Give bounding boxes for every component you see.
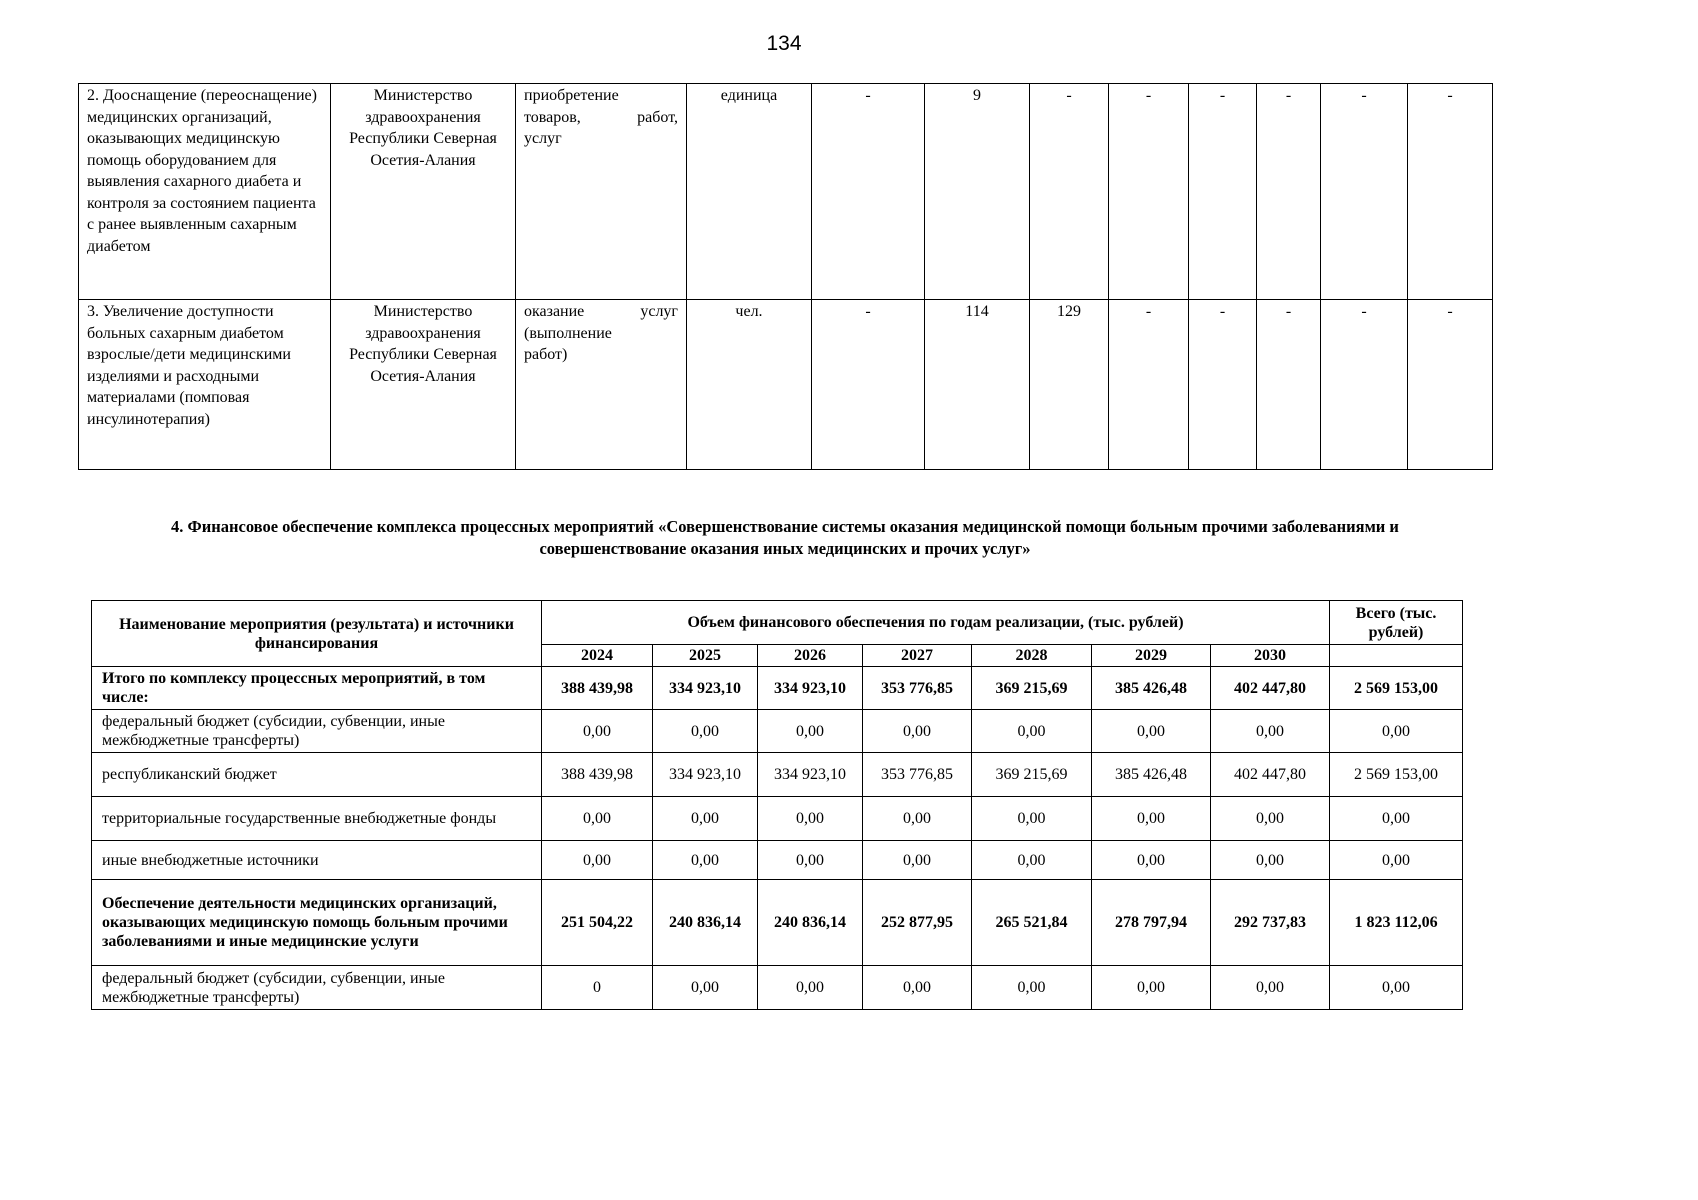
table-row	[92, 880, 1463, 966]
year-value-cell: 0,00	[1211, 841, 1330, 880]
year-value-cell: 402 447,80	[1211, 667, 1330, 710]
year-header: 2026	[758, 645, 863, 667]
table-row	[79, 300, 1493, 470]
result-type-line: работ)	[524, 346, 568, 363]
year-value-cell: 334 923,10	[653, 667, 758, 710]
results-table-body	[79, 84, 1493, 470]
year-value-cell: 369 215,69	[972, 667, 1092, 710]
year-value-cell: 0,00	[653, 966, 758, 1010]
header-volume-column: Объем финансового обеспечения по годам реализации, (тыс. рублей)	[542, 601, 1330, 645]
year-value-cell: 0,00	[758, 797, 863, 841]
year-value-cell: 369 215,69	[972, 753, 1092, 797]
year-value-cell: 0,00	[1092, 797, 1211, 841]
year-value-cell: 353 776,85	[863, 753, 972, 797]
year-value-cell: 0,00	[972, 710, 1092, 753]
year-value-cell: 0,00	[653, 841, 758, 880]
page-number: 134	[766, 32, 802, 55]
funding-source-name: республиканский бюджет	[92, 753, 542, 797]
year-value-cell: 0,00	[542, 797, 653, 841]
total-value-cell: 0,00	[1330, 710, 1463, 753]
section-title: 4. Финансовое обеспечение комплекса процессных мероприятий «Совершенствование системы оказания медицинской помощи больным прочими заболеваниями и совершенствование оказания иных медицинских и прочих услуг»	[171, 517, 1399, 558]
table-row	[92, 841, 1463, 880]
year-value-cell: 388 439,98	[542, 753, 653, 797]
year-value-cell: 0,00	[863, 966, 972, 1010]
activity-name-cell: 3. Увеличение доступности больных сахарным диабетом взрослые/дети медицинскими изделиями и расходными материалами (помповая инсулинотерапия)	[79, 300, 331, 470]
activity-name-cell: 2. Дооснащение (переоснащение) медицинских организаций, оказывающих медицинскую помощь оборудованием для выявления сахарного диабета и контроля за состоянием пациента с ранее выявленным сахарным диабетом	[79, 84, 331, 300]
value-cell: -	[1408, 84, 1493, 300]
year-value-cell: 265 521,84	[972, 880, 1092, 966]
unit-cell: единица	[687, 84, 812, 300]
value-cell: -	[1109, 84, 1189, 300]
total-value-cell: 2 569 153,00	[1330, 667, 1463, 710]
value-cell: -	[1189, 300, 1257, 470]
value-cell: -	[812, 300, 925, 470]
value-cell: 114	[925, 300, 1030, 470]
value-cell: 129	[1030, 300, 1109, 470]
year-value-cell: 0,00	[1211, 710, 1330, 753]
total-value-cell: 0,00	[1330, 966, 1463, 1010]
total-value-cell: 2 569 153,00	[1330, 753, 1463, 797]
year-value-cell: 385 426,48	[1092, 753, 1211, 797]
year-value-cell: 334 923,10	[758, 667, 863, 710]
funding-source-name: Итого по комплексу процессных мероприятий, в том числе:	[92, 667, 542, 710]
table-row	[92, 966, 1463, 1010]
year-value-cell: 0	[542, 966, 653, 1010]
year-value-cell: 334 923,10	[758, 753, 863, 797]
year-value-cell: 0,00	[863, 841, 972, 880]
unit-cell: чел.	[687, 300, 812, 470]
year-value-cell: 385 426,48	[1092, 667, 1211, 710]
funding-source-name: Обеспечение деятельности медицинских организаций, оказывающих медицинскую помощь больным прочими заболеваниями и иные медицинские услуги	[92, 880, 542, 966]
table-row	[92, 667, 1463, 710]
result-type-line: товаров, работ,	[524, 108, 678, 126]
value-cell: -	[1189, 84, 1257, 300]
result-type-cell	[516, 300, 687, 470]
value-cell: -	[1257, 300, 1321, 470]
table-row	[92, 753, 1463, 797]
year-value-cell: 0,00	[653, 797, 758, 841]
result-type-line: оказание услуг	[524, 303, 678, 320]
year-value-cell: 0,00	[1211, 797, 1330, 841]
table-row	[92, 797, 1463, 841]
year-value-cell: 0,00	[542, 710, 653, 753]
financing-table	[91, 600, 1463, 1010]
year-value-cell: 388 439,98	[542, 667, 653, 710]
year-value-cell: 0,00	[972, 797, 1092, 841]
financing-table-body	[92, 667, 1463, 1010]
year-value-cell: 0,00	[653, 710, 758, 753]
year-value-cell: 0,00	[1092, 841, 1211, 880]
value-cell: -	[1109, 300, 1189, 470]
year-value-cell: 0,00	[1092, 710, 1211, 753]
table-row	[92, 710, 1463, 753]
year-value-cell: 0,00	[863, 710, 972, 753]
year-value-cell: 251 504,22	[542, 880, 653, 966]
funding-source-name: иные внебюджетные источники	[92, 841, 542, 880]
value-cell: 9	[925, 84, 1030, 300]
year-value-cell: 278 797,94	[1092, 880, 1211, 966]
year-header: 2028	[972, 645, 1092, 667]
year-value-cell: 0,00	[1092, 966, 1211, 1010]
year-value-cell: 240 836,14	[653, 880, 758, 966]
results-table	[78, 83, 1493, 470]
responsible-cell: Министерство здравоохранения Республики Северная Осетия-Алания	[331, 300, 516, 470]
year-value-cell: 402 447,80	[1211, 753, 1330, 797]
value-cell: -	[1030, 84, 1109, 300]
year-header-blank	[1330, 645, 1463, 667]
year-value-cell: 0,00	[758, 841, 863, 880]
year-value-cell: 240 836,14	[758, 880, 863, 966]
result-type-cell	[516, 84, 687, 300]
value-cell: -	[1257, 84, 1321, 300]
value-cell: -	[1408, 300, 1493, 470]
year-header: 2024	[542, 645, 653, 667]
year-value-cell: 0,00	[863, 797, 972, 841]
year-header: 2027	[863, 645, 972, 667]
year-value-cell: 292 737,83	[1211, 880, 1330, 966]
total-value-cell: 0,00	[1330, 797, 1463, 841]
year-header: 2025	[653, 645, 758, 667]
funding-source-name: федеральный бюджет (субсидии, субвенции, иные межбюджетные трансферты)	[92, 966, 542, 1010]
funding-source-name: федеральный бюджет (субсидии, субвенции, иные межбюджетные трансферты)	[92, 710, 542, 753]
year-value-cell: 334 923,10	[653, 753, 758, 797]
year-value-cell: 0,00	[758, 966, 863, 1010]
value-cell: -	[1321, 300, 1408, 470]
year-value-cell: 0,00	[1211, 966, 1330, 1010]
funding-source-name: территориальные государственные внебюджетные фонды	[92, 797, 542, 841]
responsible-cell: Министерство здравоохранения Республики Северная Осетия-Алания	[331, 84, 516, 300]
year-header: 2029	[1092, 645, 1211, 667]
year-value-cell: 0,00	[758, 710, 863, 753]
result-type-line: приобретение	[524, 87, 619, 104]
year-value-cell: 0,00	[972, 966, 1092, 1010]
total-value-cell: 1 823 112,06	[1330, 880, 1463, 966]
result-type-line: (выполнение	[524, 324, 612, 342]
value-cell: -	[1321, 84, 1408, 300]
header-total-column: Всего (тыс. рублей)	[1330, 601, 1463, 645]
year-value-cell: 0,00	[972, 841, 1092, 880]
result-type-line: услуг	[524, 130, 562, 147]
year-value-cell: 252 877,95	[863, 880, 972, 966]
header-name-column: Наименование мероприятия (результата) и источники финансирования	[92, 601, 542, 667]
total-value-cell: 0,00	[1330, 841, 1463, 880]
year-value-cell: 0,00	[542, 841, 653, 880]
year-header: 2030	[1211, 645, 1330, 667]
value-cell: -	[812, 84, 925, 300]
table-row	[79, 84, 1493, 300]
year-value-cell: 353 776,85	[863, 667, 972, 710]
